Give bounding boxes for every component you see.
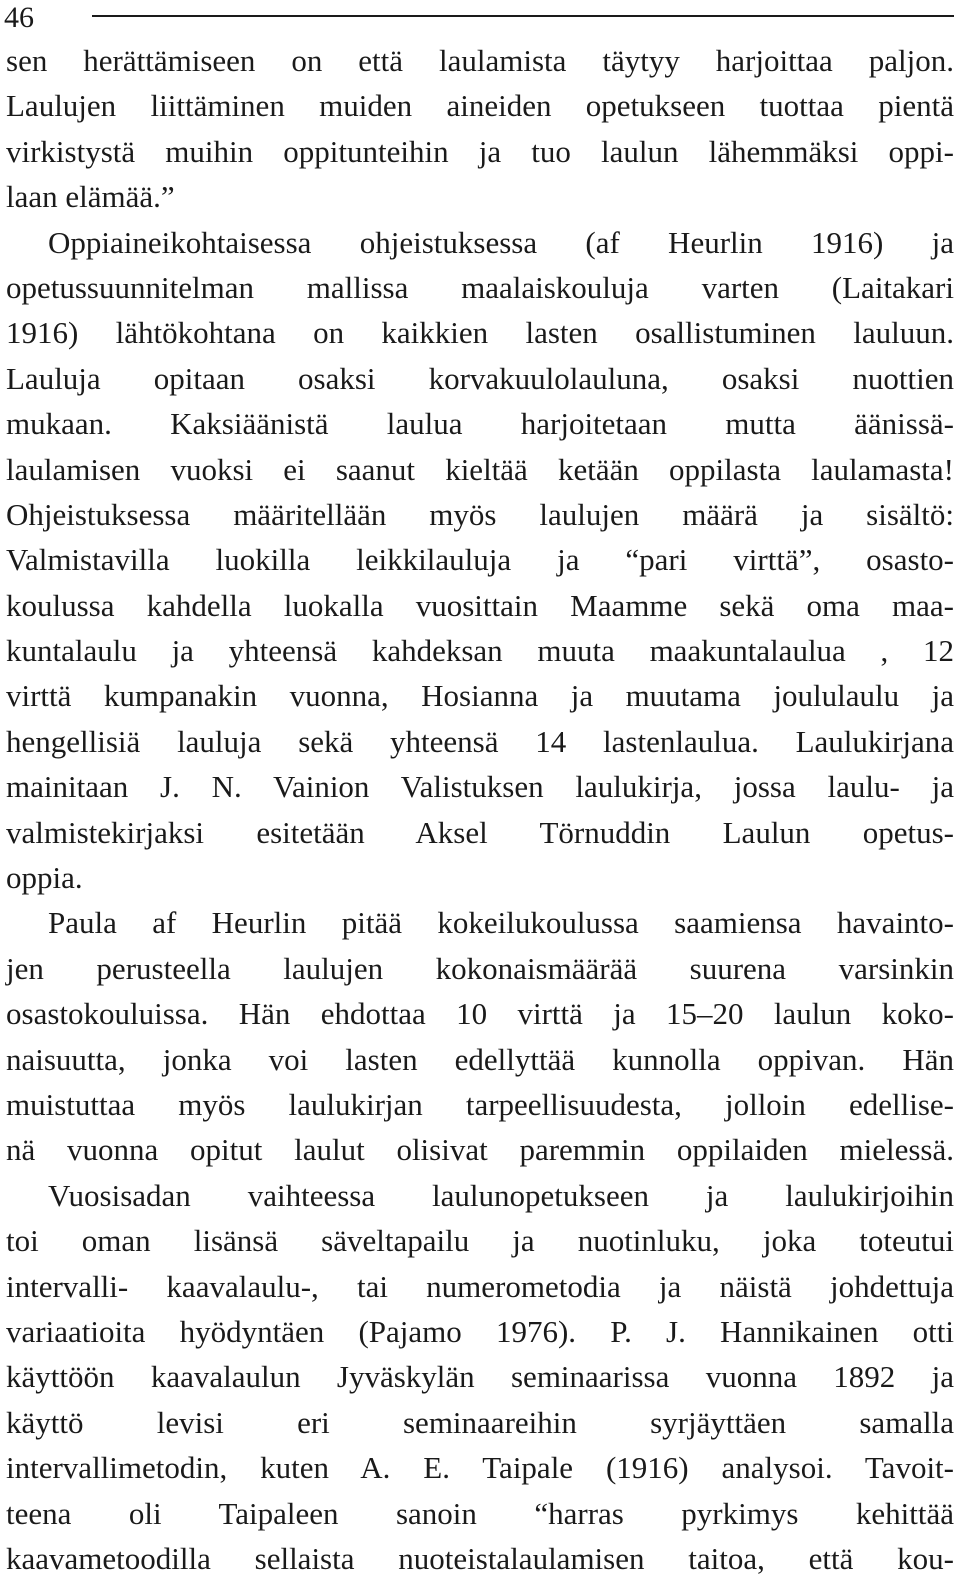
text-line: hengellisiä lauluja sekä yhteensä 14 lastenlaulua. Laulukirjana bbox=[6, 723, 954, 759]
text-line: kuntalaulu ja yhteensä kahdeksan muuta maakuntalaulua , 12 bbox=[6, 633, 954, 669]
text-line: virttä kumpanakin vuonna, Hosianna ja muutama joululaulu ja bbox=[6, 678, 954, 714]
text-line: koulussa kahdella luokalla vuosittain Maamme sekä oma maa- bbox=[6, 587, 954, 623]
text-line: naisuutta, jonka voi lasten edellyttää kunnolla oppivan. Hän bbox=[6, 1041, 954, 1077]
text-line: intervalli- kaavalaulu-, tai numerometodia ja näistä johdettuja bbox=[6, 1268, 954, 1304]
text-line: Paula af Heurlin pitää kokeilukoulussa saamiensa havainto- bbox=[48, 905, 954, 941]
page-header bbox=[0, 0, 960, 40]
text-line: Laulujen liittäminen muiden aineiden opetukseen tuottaa pientä bbox=[6, 88, 954, 124]
text-line: mukaan. Kaksiäänistä laulua harjoitetaan mutta äänissä- bbox=[6, 406, 954, 442]
text-line: kaavametoodilla sellaista nuoteistalaulamisen taitoa, että kou- bbox=[6, 1540, 954, 1576]
page-number: 46 bbox=[4, 1, 34, 34]
text-line: opetussuunnitelman mallissa maalaiskouluja varten (Laitakari bbox=[6, 269, 954, 305]
text-line: muistuttaa myös laulukirjan tarpeellisuudesta, jolloin edellise- bbox=[6, 1086, 954, 1122]
text-line: Oppiaineikohtaisessa ohjeistuksessa (af Heurlin 1916) ja bbox=[48, 224, 954, 260]
text-line: Valmistavilla luokilla leikkilauluja ja “pari virttä”, osasto- bbox=[6, 542, 954, 578]
body-text bbox=[6, 38, 954, 1581]
text-line: käyttöön kaavalaulun Jyväskylän seminaarissa vuonna 1892 ja bbox=[6, 1359, 954, 1395]
text-line: intervallimetodin, kuten A. E. Taipale (1916) analysoi. Tavoit- bbox=[6, 1450, 954, 1486]
text-line: teena oli Taipaleen sanoin “harras pyrkimys kehittää bbox=[6, 1495, 954, 1531]
text-line: osastokouluissa. Hän ehdottaa 10 virttä ja 15–20 laulun koko- bbox=[6, 996, 954, 1032]
text-line: virkistystä muihin oppitunteihin ja tuo laulun lähemmäksi oppi- bbox=[6, 133, 954, 169]
text-line: sen herättämiseen on että laulamista täytyy harjoittaa paljon. bbox=[6, 43, 954, 78]
text-line: mainitaan J. N. Vainion Valistuksen laulukirja, jossa laulu- ja bbox=[6, 769, 954, 805]
text-line: nä vuonna opitut laulut olisivat paremmin oppilaiden mielessä. bbox=[6, 1132, 954, 1168]
text-line: laulamisen vuoksi ei saanut kieltää ketään oppilasta laulamasta! bbox=[6, 451, 954, 487]
text-line: Lauluja opitaan osaksi korvakuulolauluna, osaksi nuottien bbox=[6, 360, 954, 396]
text-line: oppia. bbox=[6, 860, 83, 896]
text-line: laan elämää.” bbox=[6, 179, 175, 215]
text-line: variaatioita hyödyntäen (Pajamo 1976). P. J. Hannikainen otti bbox=[6, 1313, 954, 1349]
text-line: 1916) lähtökohtana on kaikkien lasten osallistuminen lauluun. bbox=[6, 315, 954, 351]
text-line: toi oman lisänsä säveltapailu ja nuotinluku, joka toteutui bbox=[6, 1223, 954, 1259]
text-line: jen perusteella laulujen kokonaismäärää suurena varsinkin bbox=[6, 950, 954, 986]
text-line: valmistekirjaksi esitetään Aksel Törnuddin Laulun opetus- bbox=[6, 814, 954, 850]
text-line: Ohjeistuksessa määritellään myös laulujen määrä ja sisältö: bbox=[6, 496, 954, 532]
header-rule bbox=[92, 15, 954, 17]
text-line: Vuosisadan vaihteessa laulunopetukseen ja laulukirjoihin bbox=[48, 1177, 954, 1213]
text-line: käyttö levisi eri seminaareihin syrjäyttäen samalla bbox=[6, 1404, 954, 1440]
